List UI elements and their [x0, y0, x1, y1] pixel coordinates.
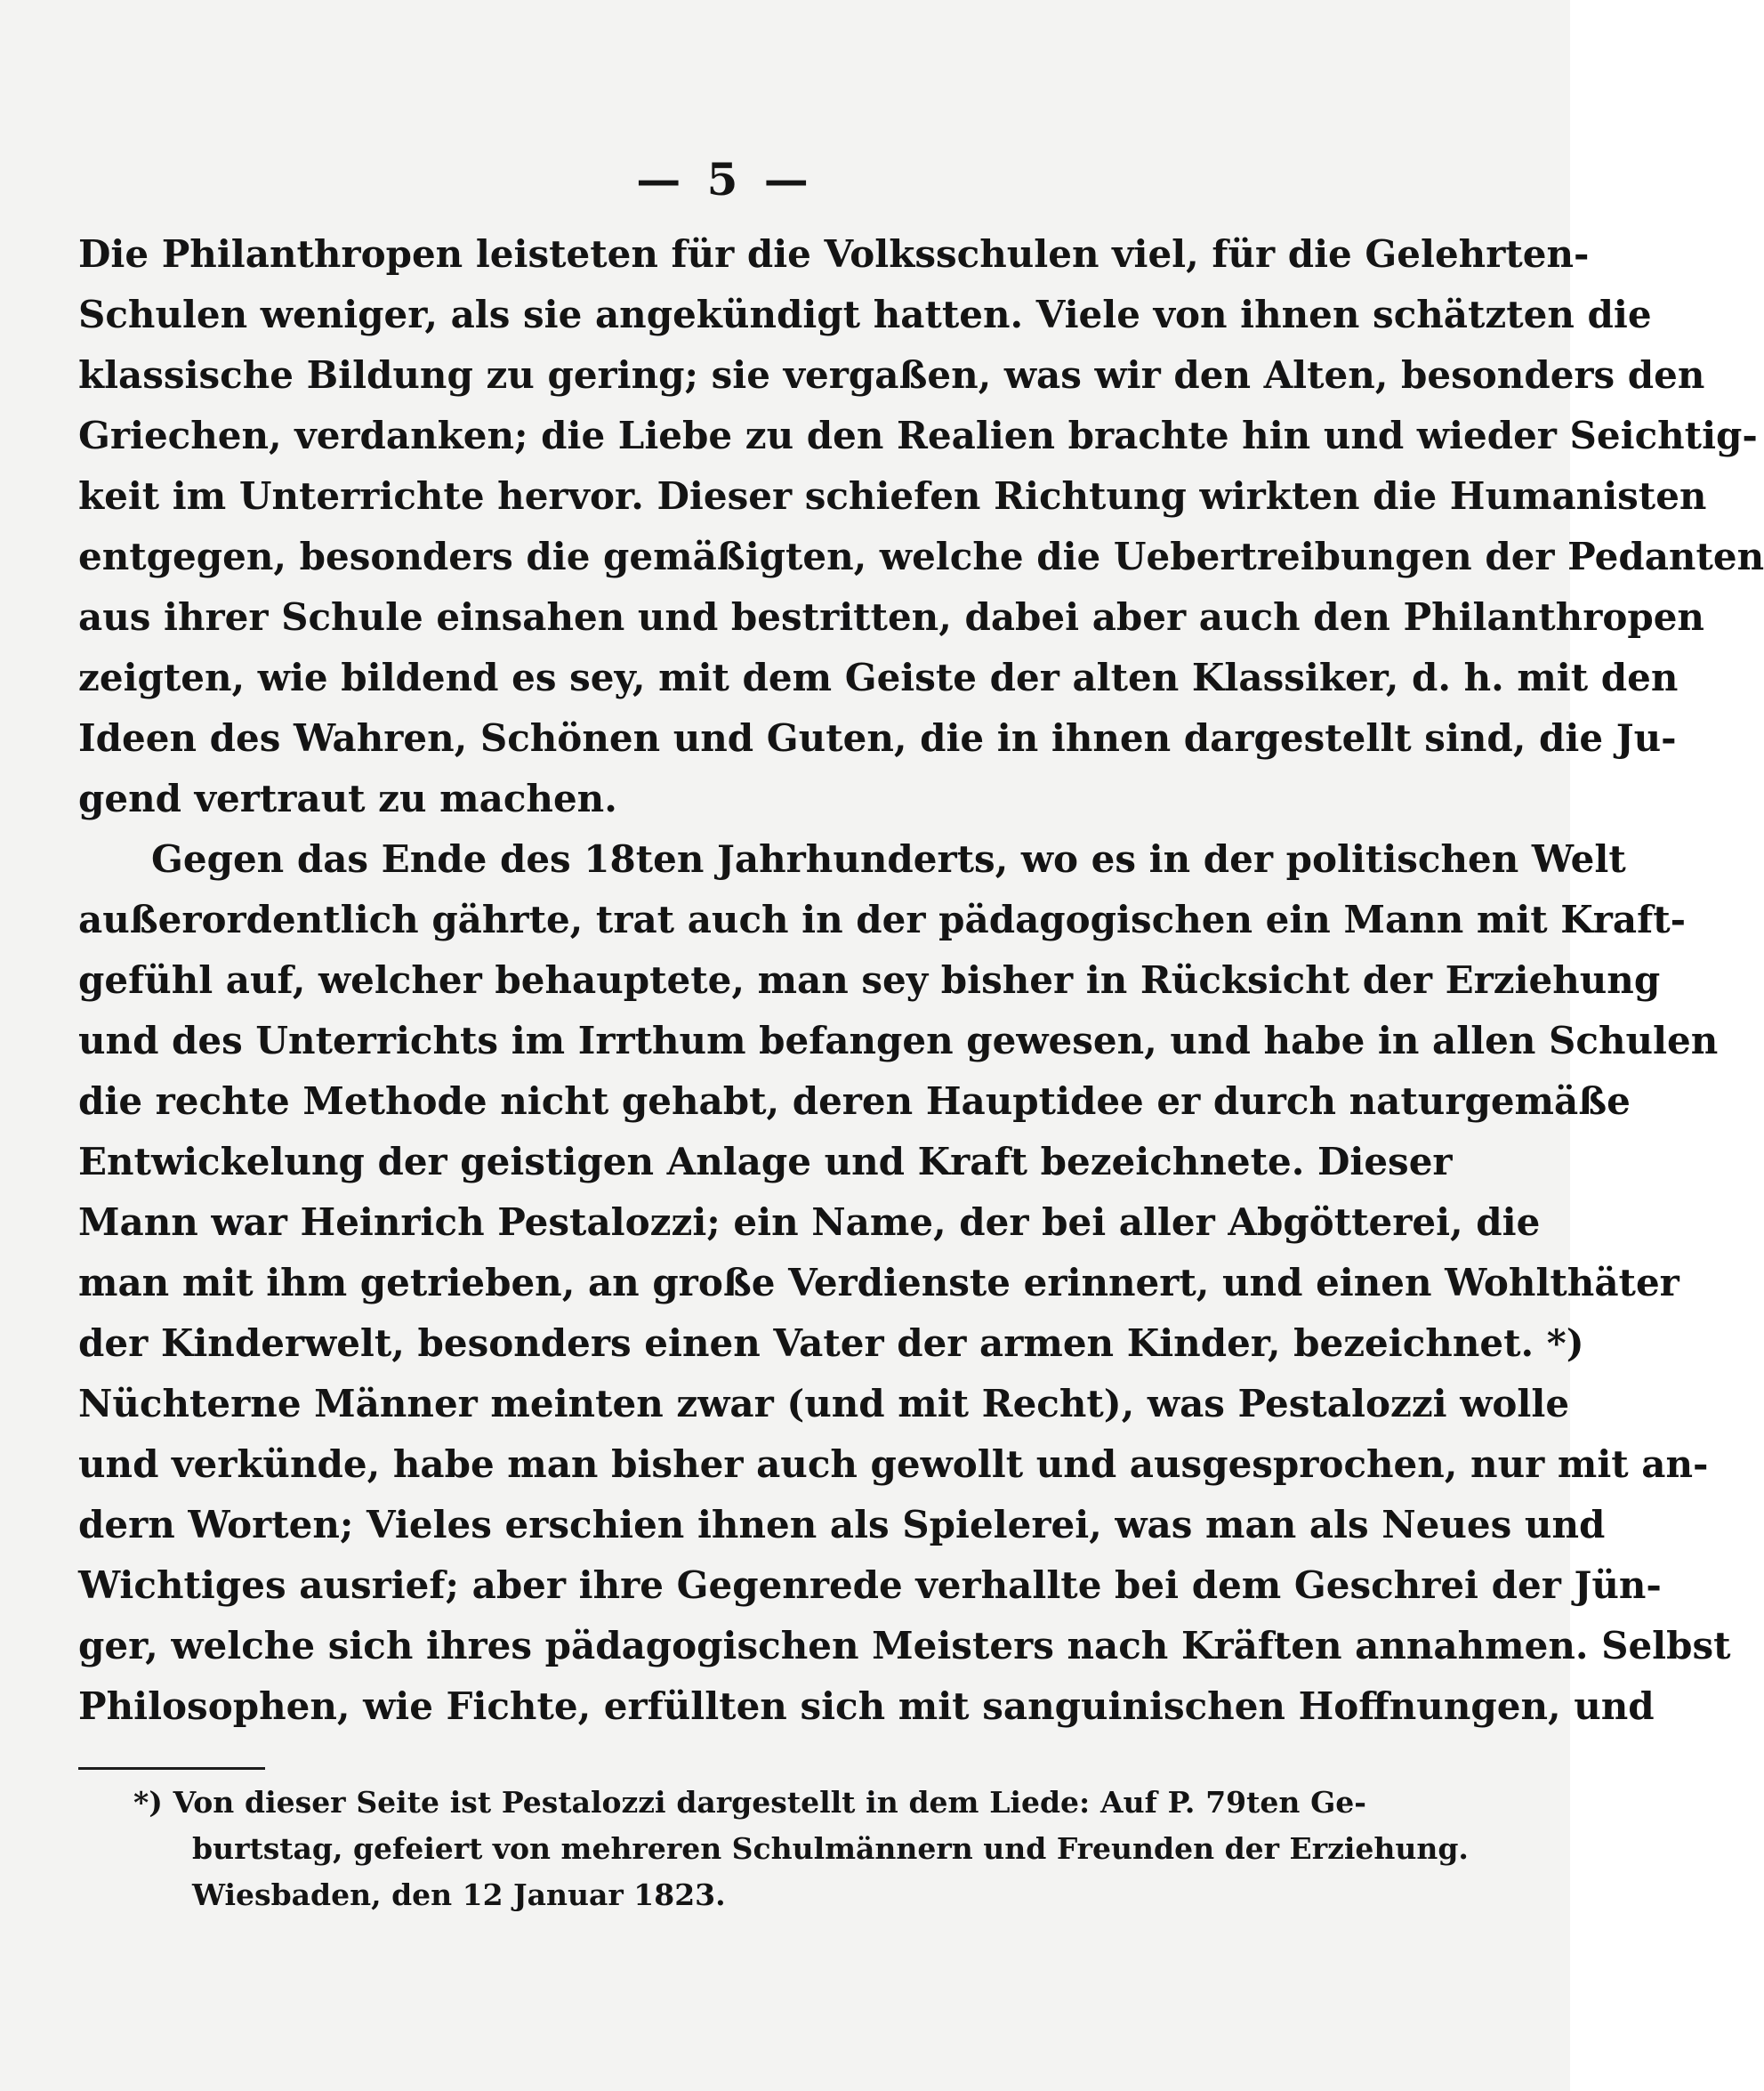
- text-line: entgegen, besonders die gemäßigten, welche die Uebertreibungen der Pedanten: [78, 535, 1764, 578]
- text-line: und verkünde, habe man bisher auch gewollt und ausgesprochen, nur mit an-: [78, 1442, 1709, 1486]
- text-line: aus ihrer Schule einsahen und bestritten, dabei aber auch den Philanthropen: [78, 595, 1704, 639]
- page-number: — 5 —: [636, 153, 814, 206]
- text-line: gend vertraut zu machen.: [78, 777, 617, 820]
- text-line: Mann war Heinrich Pestalozzi; ein Name, der bei aller Abgötterei, die: [78, 1200, 1541, 1244]
- text-line: Wichtiges ausrief; aber ihre Gegenrede verhallte bei dem Geschrei der Jün-: [78, 1563, 1662, 1607]
- text-line: Ideen des Wahren, Schönen und Guten, die in ihnen dargestellt sind, die Ju-: [78, 716, 1677, 760]
- text-line: dern Worten; Vieles erschien ihnen als Spielerei, was man als Neues und: [78, 1503, 1606, 1546]
- text-line: Schulen weniger, als sie angekündigt hatten. Viele von ihnen schätzten die: [78, 293, 1652, 336]
- text-line: Philosophen, wie Fichte, erfüllten sich mit sanguinischen Hoffnungen, und: [78, 1684, 1655, 1728]
- text-line: die rechte Methode nicht gehabt, deren Hauptidee er durch naturgemäße: [78, 1079, 1631, 1123]
- text-line: Entwickelung der geistigen Anlage und Kraft bezeichnete. Dieser: [78, 1140, 1453, 1183]
- footnote-line: burtstag, gefeiert von mehreren Schulmännern und Freunden der Erziehung.: [192, 1831, 1469, 1866]
- text-line: Die Philanthropen leisteten für die Volksschulen viel, für die Gelehrten-: [78, 232, 1590, 276]
- footnote: [133, 1780, 1469, 1918]
- text-line: Gegen das Ende des 18ten Jahrhunderts, wo es in der politischen Welt: [151, 837, 1626, 881]
- footnote-line: *) Von dieser Seite ist Pestalozzi dargestellt in dem Liede: Auf P. 79ten Ge-: [133, 1785, 1366, 1820]
- footnote-line: Wiesbaden, den 12 Januar 1823.: [192, 1877, 726, 1912]
- text-line: und des Unterrichts im Irrthum befangen gewesen, und habe in allen Schulen: [78, 1019, 1719, 1062]
- text-line: keit im Unterrichte hervor. Dieser schiefen Richtung wirkten die Humanisten: [78, 474, 1707, 518]
- footnote-divider: [78, 1767, 265, 1770]
- text-line: zeigten, wie bildend es sey, mit dem Geiste der alten Klassiker, d. h. mit den: [78, 656, 1679, 699]
- text-line: der Kinderwelt, besonders einen Vater der armen Kinder, bezeichnet. *): [78, 1321, 1584, 1365]
- text-line: Griechen, verdanken; die Liebe zu den Realien brachte hin und wieder Seichtig-: [78, 414, 1758, 457]
- text-line: klassische Bildung zu gering; sie vergaßen, was wir den Alten, besonders den: [78, 353, 1705, 397]
- text-line: ger, welche sich ihres pädagogischen Meisters nach Kräften annahmen. Selbst: [78, 1624, 1731, 1667]
- text-line: außerordentlich gährte, trat auch in der pädagogischen ein Mann mit Kraft-: [78, 898, 1687, 941]
- text-line: man mit ihm getrieben, an große Verdienste erinnert, und einen Wohlthäter: [78, 1261, 1679, 1304]
- text-line: Nüchterne Männer meinten zwar (und mit Recht), was Pestalozzi wolle: [78, 1382, 1570, 1425]
- text-line: gefühl auf, welcher behauptete, man sey bisher in Rücksicht der Erziehung: [78, 958, 1661, 1002]
- body-text: [78, 224, 1764, 1737]
